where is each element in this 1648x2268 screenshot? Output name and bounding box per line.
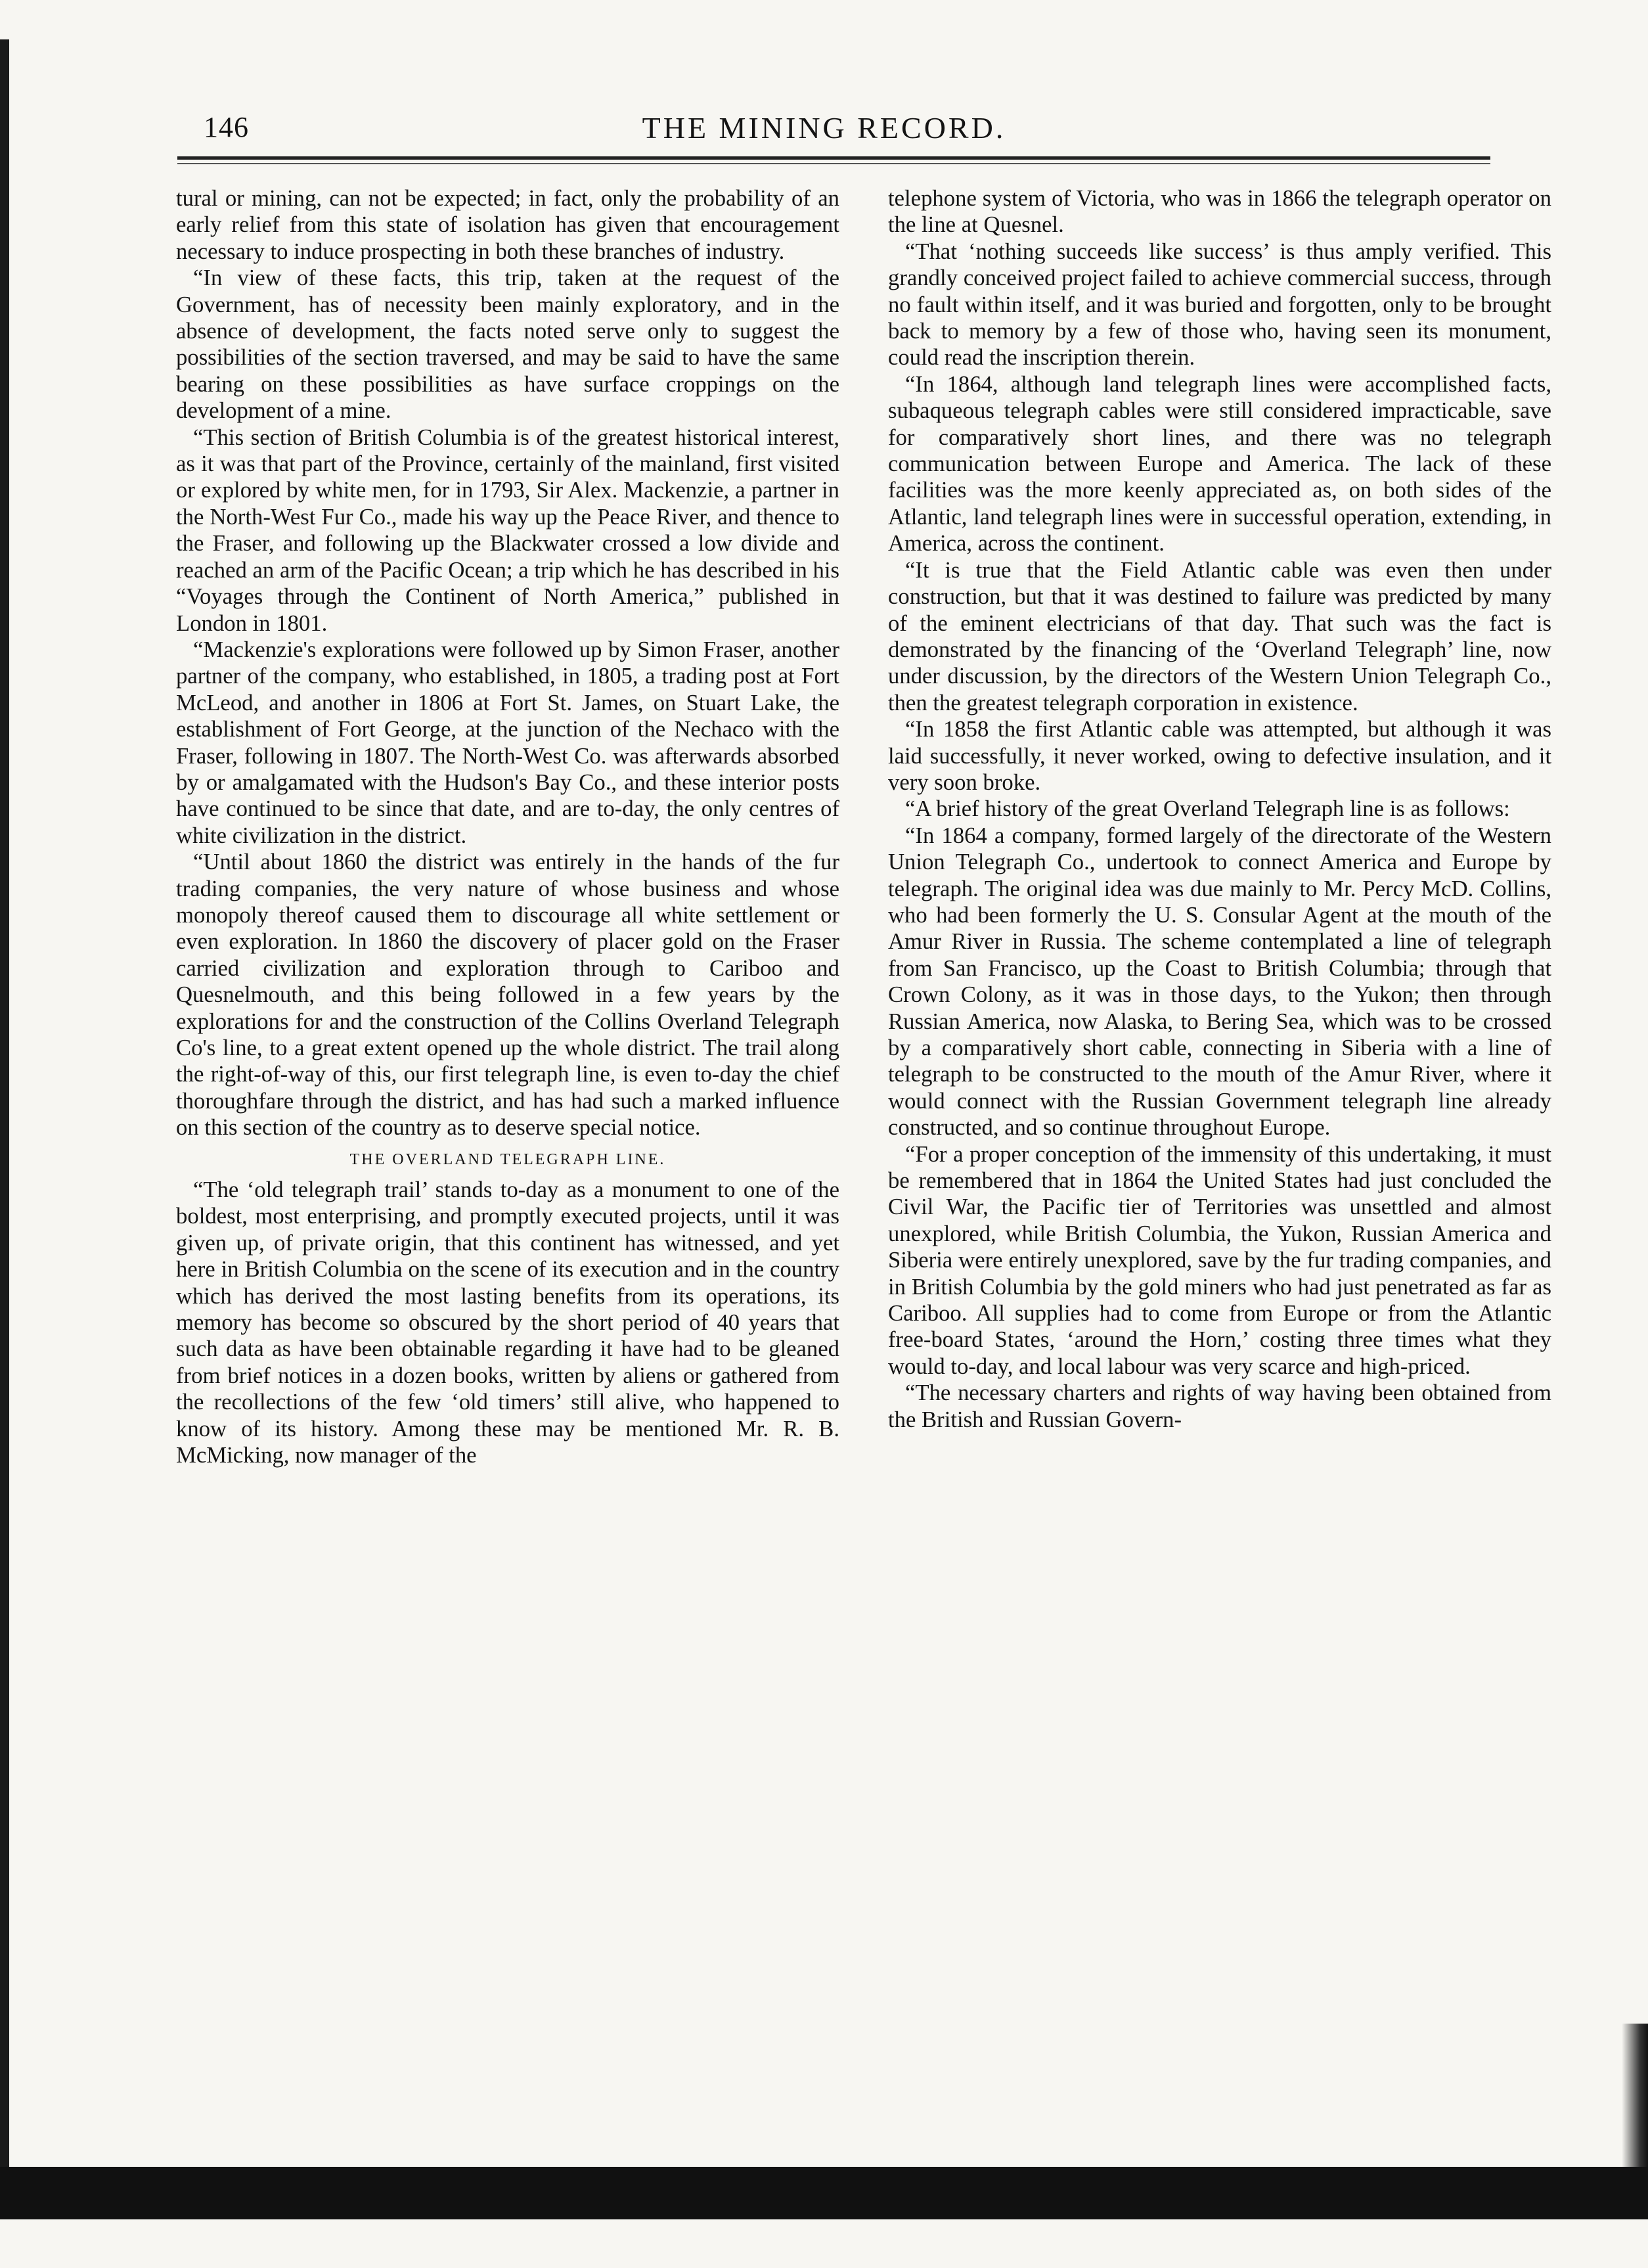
paragraph: “For a proper conception of the immensity of this undertaking, it must be remembered that in 1864 the United States had just concluded the Civil War, the Pacific tier of Territories was unsettled and almost unexplored, while British Columbia, the Yukon, Russian America and Siberia were entirely unexplored, save by the fur trading companies, and in British Columbia by the gold miners who had just penetrated as far as Cariboo. All supplies had to come from Europe or from the Atlantic free-board States, ‘around the Horn,’ costing three times what they would to-day, and local labour was very scarce and high-priced. <box>888 1141 1551 1379</box>
paragraph: “Mackenzie's explorations were followed up by Simon Fraser, another partner of the company, who established, in 1805, a trading post at Fort McLeod, and another in 1806 at Fort St. James, on Stuart Lake, the establishment of Fort George, at the junction of the Nechaco with the Fraser, following in 1807. The North-West Co. was afterwards absorbed by or amalgamated with the Hudson's Bay Co., and these interior posts have continued to be since that date, and are to-day, the only centres of white civilization in the district. <box>176 636 839 848</box>
paragraph: “That ‘nothing succeeds like success’ is thus amply verified. This grandly conceived project failed to achieve commercial success, through no fault within itself, and it was buried and forgotten, only to be brought back to memory by a few of those who, having seen its monument, could read the inscription therein. <box>888 238 1551 371</box>
header-rule <box>177 156 1490 160</box>
paragraph: tural or mining, can not be expected; in fact, only the probability of an early relief from this state of isolation has given that encouragement necessary to induce prospecting in both these branches of industry. <box>176 185 839 264</box>
paragraph: “Until about 1860 the district was entirely in the hands of the fur trading companies, the very nature of whose business and whose monopoly thereof caused them to discourage all white settlement or even exploration. In 1860 the discovery of placer gold on the Fraser carried civilization and exploration through to Cariboo and Quesnelmouth, and this being followed in a few years by the explorations for and the construction of the Collins Overland Telegraph Co's line, to a great extent opened up the whole district. The trail along the right-of-way of this, our first telegraph line, is even to-day the chief thoroughfare through the district, and has had such a marked influence on this section of the country as to deserve special notice. <box>176 849 839 1141</box>
right-column <box>888 185 1551 1433</box>
paragraph: “It is true that the Field Atlantic cable was even then under construction, but that it was destined to failure was predicted by many of the eminent electricians of that day. That such was the fact is demonstrated by the financing of the ‘Overland Telegraph’ line, now under discussion, by the directors of the Western Union Telegraph Co., then the greatest telegraph corporation in existence. <box>888 556 1551 715</box>
paragraph: “In 1864 a company, formed largely of the directorate of the Western Union Telegraph Co., undertook to connect America and Europe by telegraph. The original idea was due mainly to Mr. Percy McD. Collins, who had been formerly the U. S. Consular Agent at the mouth of the Amur River in Russia. The scheme contemplated a line of telegraph from San Francisco, up the Coast to British Columbia; through that Crown Colony, as it was in those days, to the Yukon; then through Russian America, now Alaska, to Bering Sea, which was to be crossed by a comparatively short cable, connecting in Siberia with a line of telegraph to be constructed to the mouth of the Amur River, where it would connect with the Russian Government telegraph line already constructed, and so continue throughout Europe. <box>888 822 1551 1141</box>
paragraph: “In view of these facts, this trip, taken at the request of the Government, has of necessity been mainly exploratory, and in the absence of development, the facts noted serve only to suggest the possibilities of the section traversed, and may be said to have the same bearing on these possibilities as have surface croppings on the development of a mine. <box>176 265 839 424</box>
page-number: 146 <box>204 111 249 143</box>
paragraph: telephone system of Victoria, who was in 1866 the telegraph operator on the line at Quesnel. <box>888 185 1551 238</box>
left-column <box>176 185 839 1469</box>
paragraph: “This section of British Columbia is of the greatest historical interest, as it was that part of the Province, certainly of the mainland, first visited or explored by white men, for in 1793, Sir Alex. Mackenzie, a partner in the North-West Fur Co., made his way up the Peace River, and thence to the Fraser, and following up the Blackwater crossed a low divide and reached an arm of the Pacific Ocean; a trip which he has described in his “Voyages through the Continent of North America,” published in London in 1801. <box>176 424 839 636</box>
scan-bottom-edge <box>0 2167 1648 2219</box>
scan-edge-shadow-right <box>1622 2024 1648 2168</box>
paragraph: “The necessary charters and rights of way having been obtained from the British and Russian Govern- <box>888 1380 1551 1432</box>
journal-title: THE MINING RECORD. <box>642 111 1006 145</box>
paragraph: “In 1864, although land telegraph lines were accomplished facts, subaqueous telegraph cables were still considered impracticable, save for comparatively short lines, and there was no telegraph communication between Europe and America. The lack of these facilities was the more keenly appreciated as, on both sides of the Atlantic, land telegraph lines were in successful operation, extending, in America, across the continent. <box>888 371 1551 556</box>
scan-edge-shadow <box>0 39 9 2168</box>
paragraph: “In 1858 the first Atlantic cable was attempted, but although it was laid successfully, it never worked, owing to defective insulation, and it very soon broke. <box>888 716 1551 795</box>
paragraph: “The ‘old telegraph trail’ stands to-day as a monument to one of the boldest, most enterprising, and promptly executed projects, until it was given up, of private origin, that this continent has witnessed, and yet here in British Columbia on the scene of its execution and in the country which has derived the most lasting benefits from its operations, its memory has become so obscured by the short period of 40 years that such data as have been obtainable regarding it have had to be gleaned from brief notices in a dozen books, written by aliens or gathered from the recollections of the few ‘old timers’ still alive, who happened to know of its history. Among these may be mentioned Mr. R. B. McMicking, now manager of the <box>176 1177 839 1468</box>
section-heading: THE OVERLAND TELEGRAPH LINE. <box>349 1150 666 1168</box>
page-header <box>164 105 1484 151</box>
header-rule-thin <box>177 163 1490 164</box>
paragraph: “A brief history of the great Overland Telegraph line is as follows: <box>905 796 1510 822</box>
